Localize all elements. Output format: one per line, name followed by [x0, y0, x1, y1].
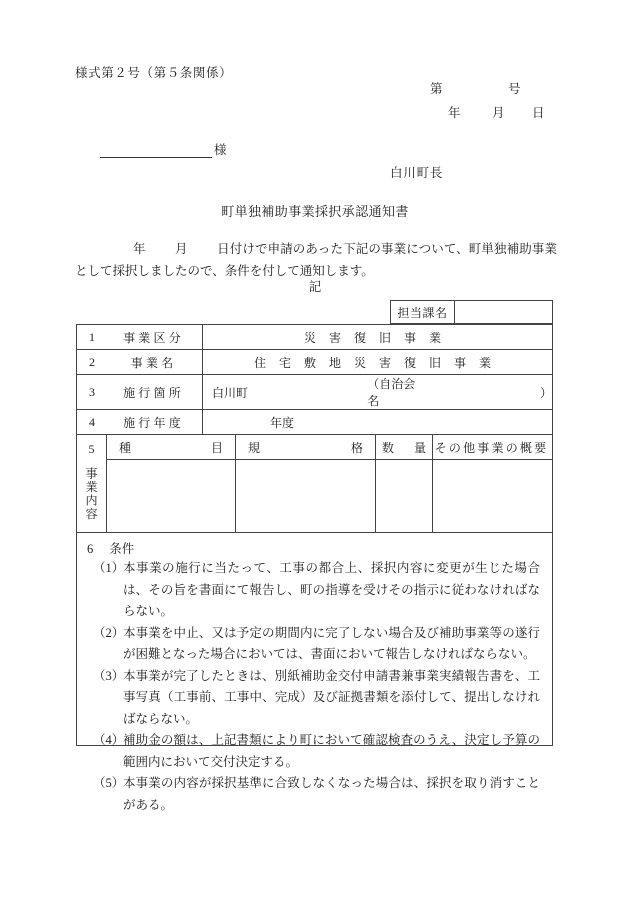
association-name-label: （自治会名 [367, 377, 416, 408]
condition-text: 本事業の施行に当たって、工事の都合上、採択内容に変更が生じた場合は、その旨を書面にて報告し、町の指導を受けその指示に従わなければならない。 [123, 561, 540, 618]
row-number: 3 [89, 384, 95, 399]
row5-number-cell [77, 435, 107, 532]
row5-header-row [107, 435, 552, 460]
addressee-honorific: 様 [214, 143, 227, 157]
row-label: 事業名 [107, 350, 203, 374]
condition-text: 本事業を中止、又は予定の期間内に完了しない場合及び補助事業等の遂行が困難となった場合においては、書面において報告しなければならない。 [123, 625, 540, 661]
department-value[interactable] [455, 301, 552, 323]
conditions-box [76, 531, 553, 812]
ki-marker: 記 [308, 280, 322, 294]
date-month-label: 月 [492, 106, 506, 120]
column-header-spec-left: 規 [248, 440, 261, 455]
page-title: 町単独補助事業採択承認通知書 [221, 204, 409, 219]
conditions-number: 6 [87, 542, 94, 556]
condition-text: 本事業の内容が採択基準に合致しなくなった場合は、採択を取り消すことがある。 [123, 776, 540, 812]
body-year-label: 年 [133, 242, 146, 256]
row-value: 住 宅 敷 地 災 害 復 旧 事 業 [253, 355, 496, 370]
row5-columns [107, 435, 552, 532]
association-name-close: ） [539, 385, 552, 400]
table-row [77, 325, 552, 350]
condition-marker: （5） [93, 776, 125, 790]
cell-type[interactable] [107, 460, 236, 532]
row-value: 災 害 復 旧 事 業 [303, 330, 446, 345]
date-day-label: 日 [532, 106, 546, 120]
table-row [77, 375, 552, 410]
issuer-name: 白川町長 [390, 166, 444, 180]
column-header-type-left: 種 [119, 440, 132, 455]
column-header-quantity-left: 数 [382, 440, 395, 455]
body-month-label: 月 [175, 242, 188, 256]
cell-quantity[interactable] [376, 460, 433, 532]
row-label: 施行年度 [107, 410, 203, 434]
department-label: 担当課名 [391, 301, 455, 323]
column-header-quantity [376, 435, 433, 459]
row-label: 施行箇所 [107, 375, 203, 409]
column-header-overview: その他事業の概要 [434, 440, 549, 455]
condition-text: 補助金の額は、上記書類により町において確認検査のうえ、決定し予算の範囲内において交付決定する。 [123, 733, 540, 769]
condition-item [87, 666, 540, 731]
row-number: 1 [89, 329, 95, 344]
row-number: 4 [89, 414, 95, 429]
column-header-spec-right: 格 [350, 440, 363, 455]
row-value: 年度 [270, 415, 295, 430]
condition-item [87, 730, 540, 773]
document-number-block [430, 79, 570, 121]
conditions-title [87, 539, 540, 557]
department-box [390, 300, 553, 324]
row-number: 2 [89, 354, 95, 369]
row-number: 5 [88, 442, 95, 456]
location-town: 白川町 [212, 385, 249, 400]
body-paragraph [75, 238, 557, 282]
table-row [77, 410, 552, 435]
conditions-heading: 条件 [109, 542, 135, 556]
cell-spec[interactable] [236, 460, 376, 532]
condition-item [87, 773, 540, 816]
addressee-blank-rule [100, 143, 212, 158]
document-date-line [430, 103, 570, 121]
body-main-text: 日付けで申請のあった下記の事業について、町単独補助事業として採択しましたので、条件を付して通知します。 [75, 242, 557, 278]
condition-marker: （4） [93, 733, 125, 747]
row5-body-row [107, 460, 552, 532]
document-number-suffix: 号 [508, 82, 522, 96]
condition-marker: （1） [93, 561, 125, 575]
table-row [77, 350, 552, 375]
document-number-prefix: 第 [430, 82, 444, 96]
condition-text: 本事業が完了したときは、別紙補助金交付申請書兼事業実績報告書を、工事写真（工事前、工事中、完成）及び証拠書類を添付して、提出しなければならない。 [123, 668, 540, 726]
cell-overview[interactable] [433, 460, 552, 532]
table-row-project-content [77, 435, 552, 532]
column-header-type [107, 435, 236, 459]
row5-vertical-label: 事業内容 [84, 467, 98, 521]
column-header-spec [236, 435, 376, 459]
row-value [203, 375, 552, 409]
document-number-line [430, 79, 570, 97]
condition-item [87, 558, 540, 623]
column-header-quantity-right: 量 [413, 440, 426, 455]
condition-item [87, 623, 540, 666]
row-label: 事業区分 [107, 325, 203, 349]
date-year-label: 年 [448, 106, 462, 120]
condition-marker: （2） [93, 625, 125, 640]
addressee-line [100, 140, 227, 158]
form-number: 様式第２号（第５条関係） [75, 66, 233, 80]
project-details-table [76, 324, 553, 533]
column-header-type-right: 目 [210, 440, 223, 455]
condition-marker: （3） [93, 668, 125, 683]
